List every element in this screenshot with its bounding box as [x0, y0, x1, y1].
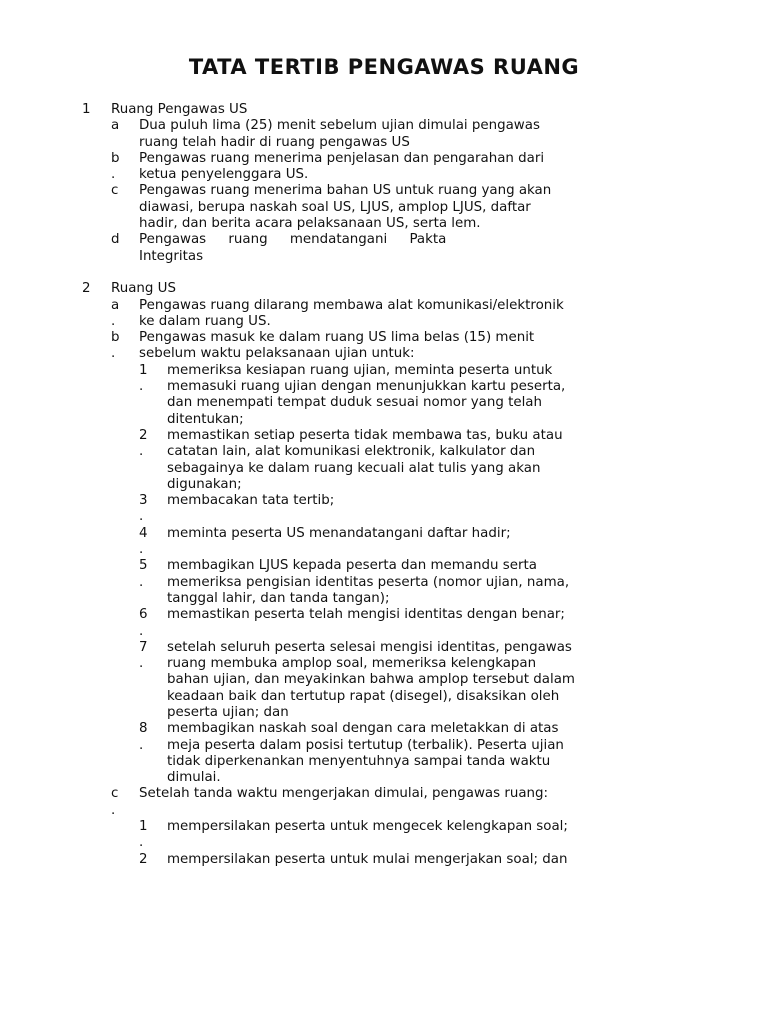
list-item-1a — [111, 118, 688, 151]
item-text-line: Pengawas ruang mendatangani Pakta — [139, 232, 447, 248]
item-text-line: sebelum waktu pelaksanaan ujian untuk: — [139, 346, 415, 362]
item-text-line: ruang telah hadir di ruang pengawas US — [139, 134, 410, 150]
item-text-line: ke dalam ruang US. — [139, 313, 271, 329]
item-text-line: mempersilakan peserta untuk mengecek kelengkapan soal; — [167, 819, 568, 835]
item-text-line: membagikan LJUS kepada peserta dan memandu serta — [167, 558, 537, 574]
list-marker: c — [111, 183, 119, 199]
item-text-line: memeriksa kesiapan ruang ujian, meminta peserta untuk — [167, 362, 553, 378]
item-text-line: peserta ujian; dan — [167, 704, 289, 720]
list-marker — [139, 721, 167, 786]
section-heading: Ruang Pengawas US — [111, 102, 248, 117]
marker-dot: . — [111, 313, 116, 329]
list-item-2c — [111, 786, 688, 867]
item-text-line: Pengawas ruang dilarang membawa alat komunikasi/elektronik — [139, 297, 564, 313]
marker-dot: . — [139, 656, 144, 672]
marker-number: 8 — [139, 721, 148, 737]
marker-number: 1 — [139, 819, 148, 835]
sub-item-b1 — [139, 363, 688, 428]
list-marker — [139, 558, 167, 607]
sub-item-b4 — [139, 526, 688, 559]
item-text-line: tanggal lahir, dan tanda tangan); — [167, 590, 390, 606]
item-text-line: digunakan; — [167, 476, 242, 492]
sub-item-b3 — [139, 493, 688, 526]
list-item-1d — [111, 232, 688, 265]
marker-dot: . — [111, 346, 116, 362]
marker-letter: b — [111, 330, 120, 346]
marker-number: 7 — [139, 639, 148, 655]
marker-number: 5 — [139, 558, 148, 574]
sub-item-b8 — [139, 721, 688, 786]
marker-number: 2 — [139, 851, 148, 867]
list-item-2a — [111, 298, 688, 331]
item-text-line: meja peserta dalam posisi tertutup (terbalik). Peserta ujian — [167, 737, 564, 753]
item-text-line: ditentukan; — [167, 411, 244, 427]
item-text-line: memastikan setiap peserta tidak membawa tas, buku atau — [167, 427, 563, 443]
sub-item-b5 — [139, 558, 688, 607]
list-marker — [139, 428, 167, 493]
item-text-line: ruang membuka amplop soal, memeriksa kelengkapan — [167, 656, 537, 672]
item-text-line: memastikan peserta telah mengisi identitas dengan benar; — [167, 607, 565, 623]
item-text-line: sebagainya ke dalam ruang kecuali alat tulis yang akan — [167, 460, 541, 476]
item-text-line: catatan lain, alat komunikasi elektronik, kalkulator dan — [167, 444, 536, 460]
list-marker — [111, 786, 139, 867]
marker-dot: . — [139, 623, 144, 639]
page-title: TATA TERTIB PENGAWAS RUANG — [188, 55, 580, 79]
section-number: 2 — [82, 281, 91, 297]
marker-letter: b — [111, 150, 120, 166]
list-marker: d — [111, 232, 120, 248]
sub-item-c1 — [139, 819, 688, 852]
marker-dot: . — [111, 802, 116, 818]
sub-item-b2 — [139, 428, 688, 493]
list-marker — [111, 151, 139, 184]
marker-dot: . — [139, 737, 144, 753]
marker-number: 1 — [139, 362, 148, 378]
marker-dot: . — [139, 574, 144, 590]
item-text-line: Dua puluh lima (25) menit sebelum ujian dimulai pengawas — [139, 118, 540, 134]
section-2 — [82, 281, 688, 868]
list-item-1b — [111, 151, 688, 184]
list-marker — [139, 526, 167, 559]
section-number: 1 — [82, 102, 91, 117]
marker-dot: . — [139, 542, 144, 558]
marker-letter: a — [111, 297, 120, 313]
item-text-line: dan menempati tempat duduk sesuai nomor yang telah — [167, 395, 542, 411]
item-text-line: meminta peserta US menandatangani daftar hadir; — [167, 525, 511, 541]
item-text-line: memasuki ruang ujian dengan menunjukkan kartu peserta, — [167, 379, 566, 395]
document-body — [82, 102, 688, 868]
item-text-line: keadaan baik dan tertutup rapat (disegel), disaksikan oleh — [167, 688, 560, 704]
item-text-line: membagikan naskah soal dengan cara meletakkan di atas — [167, 721, 559, 737]
item-text-line: membacakan tata tertib; — [167, 493, 335, 509]
item-text-line: Pengawas ruang menerima bahan US untuk ruang yang akan — [139, 183, 552, 199]
sub-item-b6 — [139, 607, 688, 640]
section-1 — [82, 102, 688, 265]
item-text-line: bahan ujian, dan meyakinkan bahwa amplop tersebut dalam — [167, 672, 575, 688]
item-text-line: tidak diperkenankan menyentuhnya sampai tanda waktu — [167, 753, 551, 769]
list-marker: a — [111, 118, 120, 134]
item-text-line: setelah seluruh peserta selesai mengisi identitas, pengawas — [167, 639, 572, 655]
marker-dot: . — [139, 509, 144, 525]
item-text-line: hadir, dan berita acara pelaksanaan US, serta lem. — [139, 216, 481, 232]
item-text-line: mempersilakan peserta untuk mulai mengerjakan soal; dan — [167, 851, 568, 867]
marker-dot: . — [111, 167, 116, 183]
list-marker — [111, 298, 139, 331]
marker-dot: . — [139, 444, 144, 460]
item-text-line: diawasi, berupa naskah soal US, LJUS, amplop LJUS, daftar — [139, 199, 531, 215]
list-marker — [139, 819, 167, 852]
section-heading: Ruang US — [111, 281, 176, 297]
list-marker — [139, 640, 167, 721]
item-text-line: memeriksa pengisian identitas peserta (nomor ujian, nama, — [167, 574, 570, 590]
item-text-line: Pengawas masuk ke dalam ruang US lima belas (15) menit — [139, 330, 535, 346]
marker-letter: c — [111, 786, 119, 802]
marker-number: 6 — [139, 607, 148, 623]
item-text-line: dimulai. — [167, 770, 221, 786]
list-item-2b — [111, 330, 688, 786]
marker-number: 3 — [139, 493, 148, 509]
sub-item-b7 — [139, 640, 688, 721]
list-item-1c — [111, 183, 688, 232]
sub-item-c2 — [139, 852, 688, 868]
list-marker — [139, 363, 167, 428]
item-text-line: ketua penyelenggara US. — [139, 167, 309, 183]
marker-dot: . — [139, 379, 144, 395]
item-text-line: Setelah tanda waktu mengerjakan dimulai, pengawas ruang: — [139, 786, 549, 802]
item-text-line: Integritas — [139, 248, 204, 264]
list-marker — [139, 852, 167, 868]
marker-number: 2 — [139, 427, 148, 443]
list-marker — [139, 607, 167, 640]
marker-number: 4 — [139, 525, 148, 541]
list-marker — [111, 330, 139, 786]
marker-dot: . — [139, 835, 144, 851]
item-text-line: Pengawas ruang menerima penjelasan dan pengarahan dari — [139, 150, 545, 166]
list-marker — [139, 493, 167, 526]
